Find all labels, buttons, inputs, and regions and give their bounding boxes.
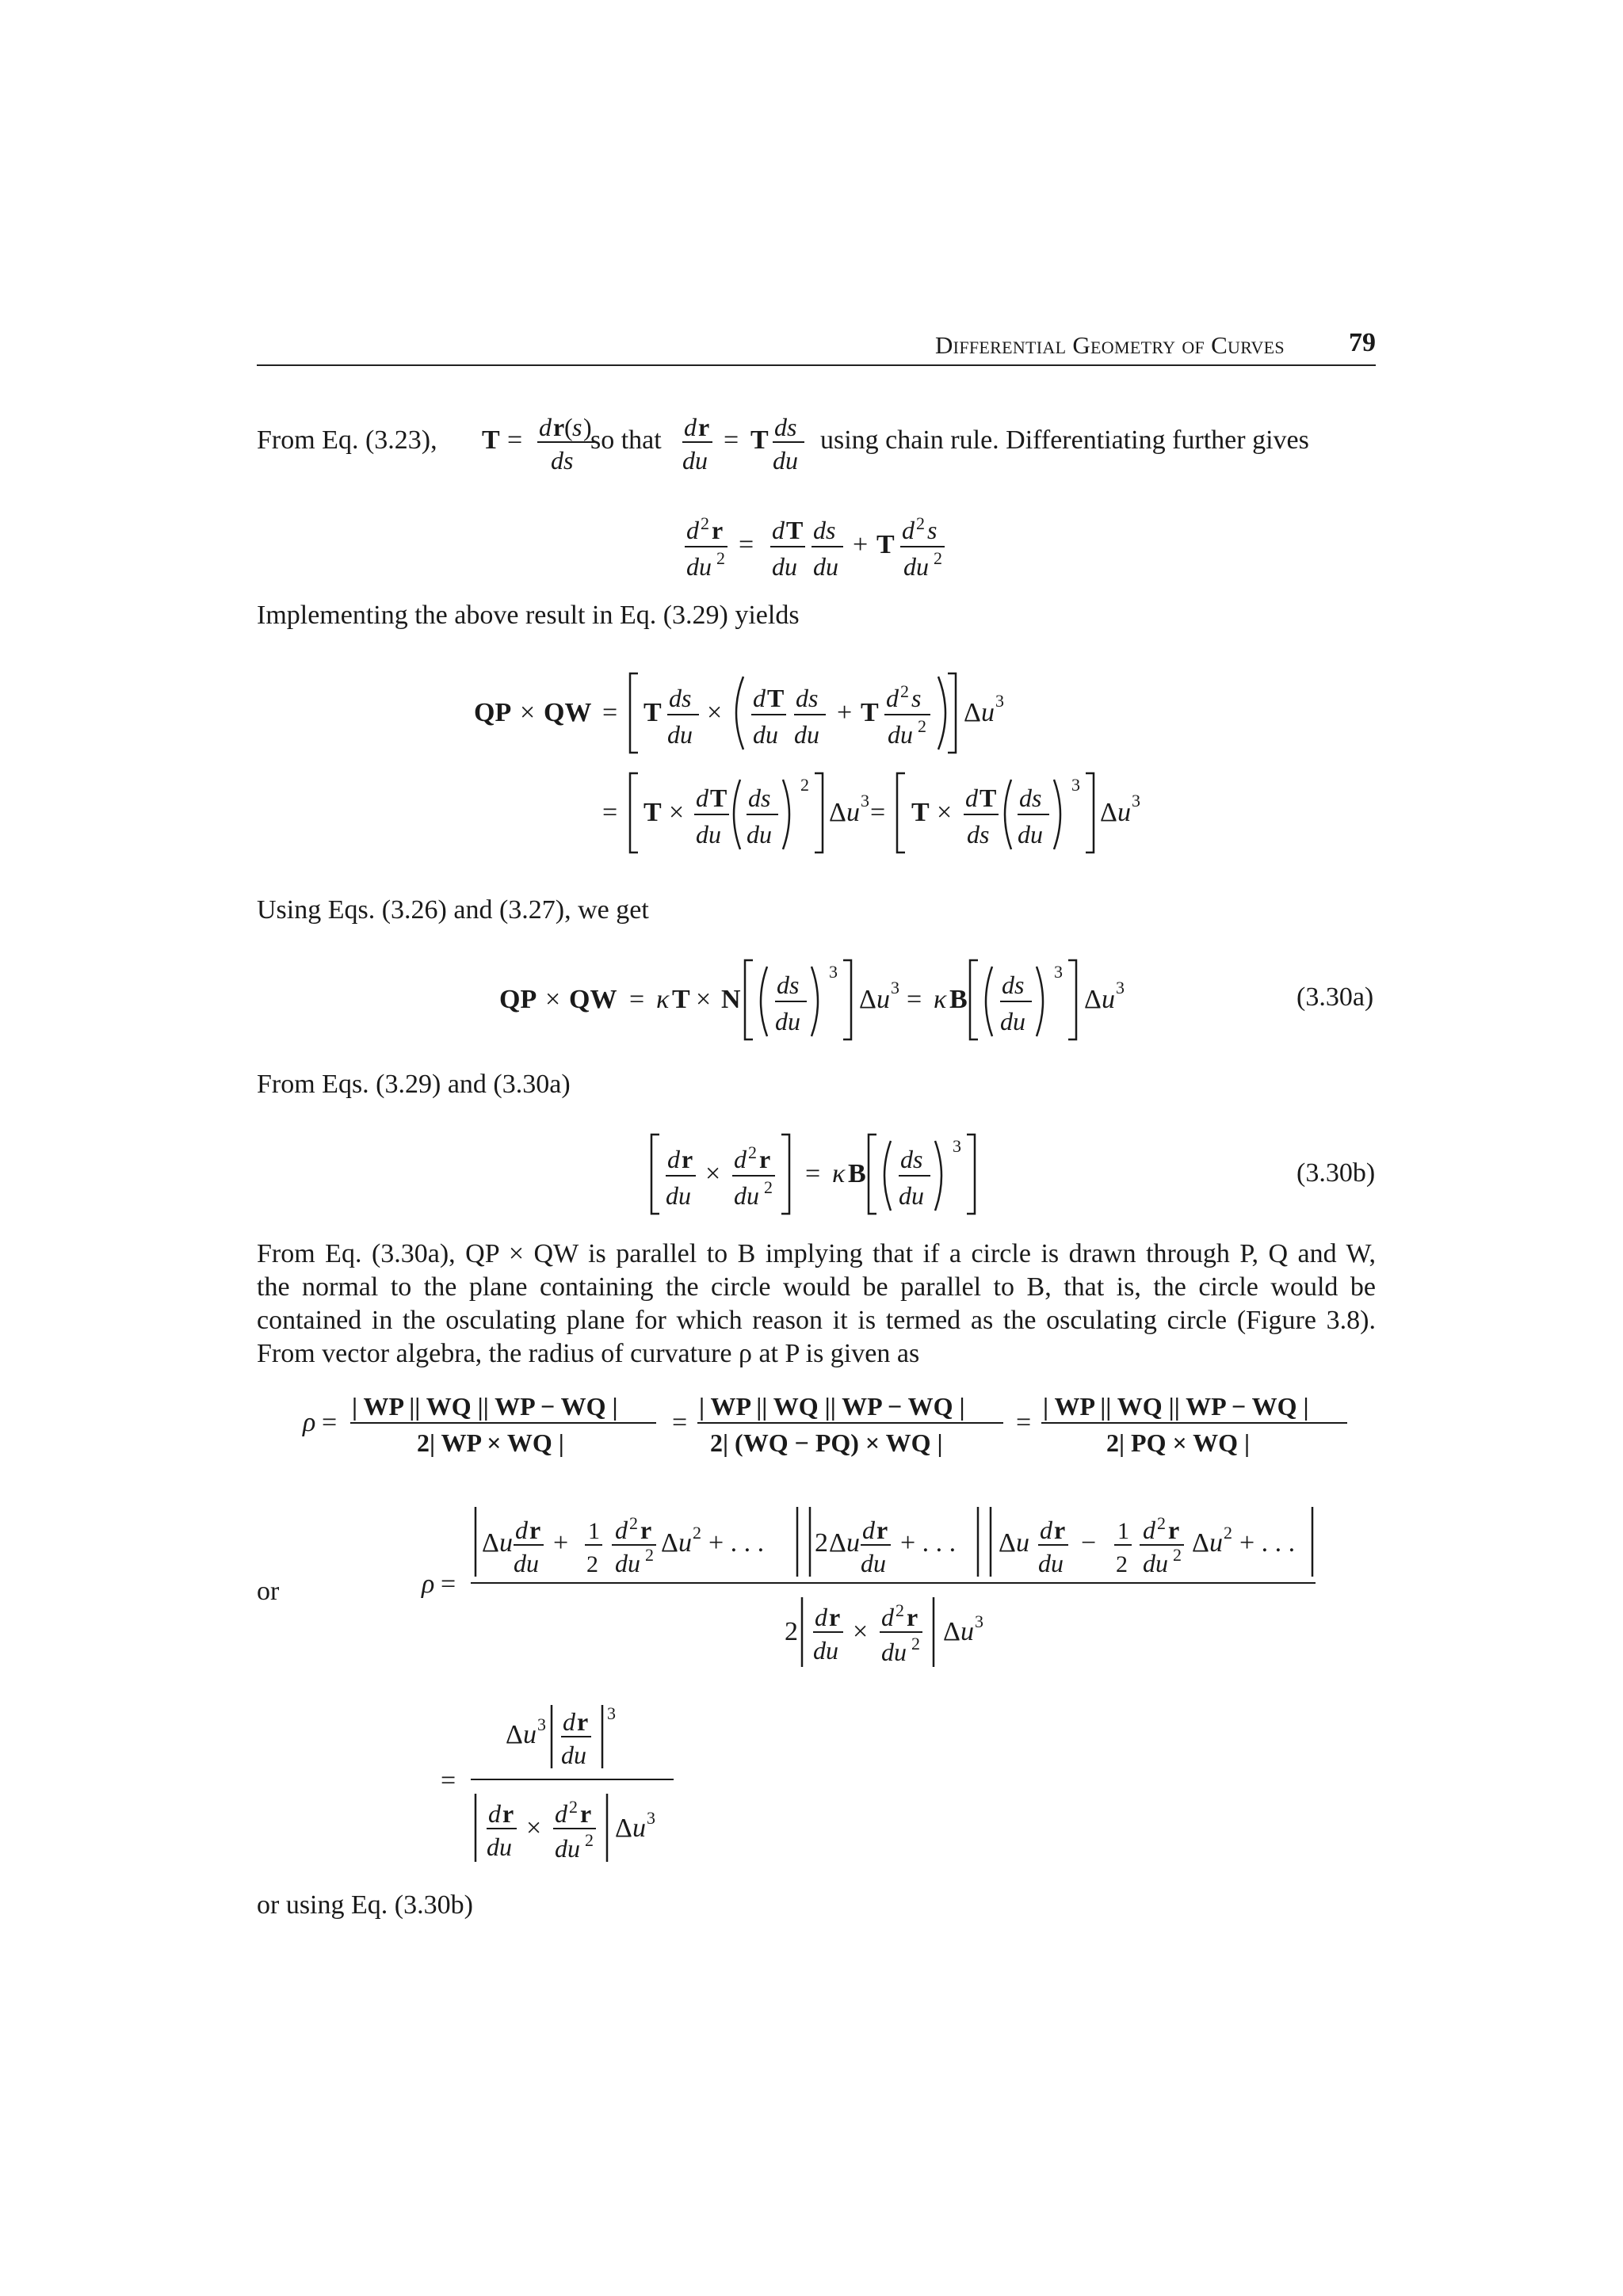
svg-text:du: du xyxy=(1143,1549,1168,1577)
svg-text:du: du xyxy=(615,1549,640,1577)
svg-text:u: u xyxy=(981,698,995,727)
svg-text:×: × xyxy=(696,985,712,1014)
svg-text:s: s xyxy=(572,413,582,441)
svg-text:=: = xyxy=(1016,1408,1032,1437)
svg-text:N: N xyxy=(721,985,741,1014)
equation-chain-rule xyxy=(678,404,820,483)
equation-rho-simplified xyxy=(436,1695,705,1870)
svg-text:du: du xyxy=(813,1636,838,1665)
svg-text:Δ: Δ xyxy=(943,1617,960,1646)
svg-text:2: 2 xyxy=(629,1513,638,1533)
using-eqs-text: Using Eqs. (3.26) and (3.27), we get xyxy=(257,895,649,925)
svg-text:du: du xyxy=(555,1834,580,1863)
svg-text:u: u xyxy=(523,1720,537,1749)
svg-text:2: 2 xyxy=(764,1177,773,1197)
svg-text:2: 2 xyxy=(911,1634,920,1653)
svg-text:2: 2 xyxy=(569,1797,578,1817)
svg-text:du: du xyxy=(794,720,819,749)
or-using-text: or using Eq. (3.30b) xyxy=(257,1890,473,1920)
svg-text:ds: ds xyxy=(967,820,990,849)
svg-text:+ . . .: + . . . xyxy=(900,1528,957,1558)
so-that-text: so that xyxy=(590,425,662,455)
svg-text:T: T xyxy=(876,530,895,559)
svg-text:du: du xyxy=(666,1181,691,1210)
svg-text:2: 2 xyxy=(815,1528,828,1558)
svg-text:×: × xyxy=(526,1814,542,1843)
svg-text:3: 3 xyxy=(953,1136,961,1156)
svg-text:2: 2 xyxy=(900,681,909,701)
svg-text:u: u xyxy=(846,1528,860,1558)
svg-text:3: 3 xyxy=(537,1714,546,1734)
svg-text:+ . . .: + . . . xyxy=(708,1528,765,1558)
svg-text:T: T xyxy=(643,698,662,727)
svg-text:3: 3 xyxy=(607,1703,616,1723)
svg-text:T: T xyxy=(710,784,727,812)
svg-text:u: u xyxy=(876,985,890,1014)
svg-text:ds: ds xyxy=(669,684,692,712)
paragraph-line-1: From Eq. (3.30a), QP × QW is parallel to B implying that if a circle is drawn through P, Q and W, xyxy=(257,1239,1376,1268)
svg-text:r: r xyxy=(829,1603,841,1631)
svg-text:du: du xyxy=(514,1549,539,1577)
svg-text:T: T xyxy=(911,798,930,827)
svg-text:du: du xyxy=(686,552,712,581)
svg-text:d: d xyxy=(1040,1516,1052,1544)
osculating-paragraph xyxy=(257,1238,1376,1371)
equation-number-3-30a: (3.30a) xyxy=(1296,982,1374,1012)
svg-text:3: 3 xyxy=(891,978,899,997)
svg-text:Δ: Δ xyxy=(859,985,876,1014)
equation-number-3-30b: (3.30b) xyxy=(1296,1158,1376,1188)
svg-text:d: d xyxy=(862,1516,875,1544)
svg-text:ds: ds xyxy=(774,413,797,441)
svg-text:κ: κ xyxy=(934,985,947,1014)
svg-text:=: = xyxy=(602,798,618,827)
svg-text:=: = xyxy=(322,1408,338,1437)
svg-text:du: du xyxy=(772,552,797,581)
svg-text:Δ: Δ xyxy=(964,698,981,727)
paragraph-line-4: From vector algebra, the radius of curvature ρ at P is given as xyxy=(257,1339,920,1368)
svg-text:=: = xyxy=(672,1408,688,1437)
svg-text:d: d xyxy=(515,1516,528,1544)
svg-text:2: 2 xyxy=(916,513,925,533)
svg-text:Δ: Δ xyxy=(615,1814,632,1843)
svg-text:du: du xyxy=(1000,1007,1025,1035)
svg-text:2: 2 xyxy=(586,1551,598,1577)
svg-text:2: 2 xyxy=(1116,1551,1128,1577)
svg-text:+: + xyxy=(553,1528,569,1558)
svg-text:+ . . .: + . . . xyxy=(1239,1528,1296,1558)
paragraph-line-3: contained in the osculating plane for which reason it is termed as the osculating circle (Figure 3.8). xyxy=(257,1306,1376,1335)
svg-text:Δ: Δ xyxy=(999,1528,1016,1558)
svg-text:3: 3 xyxy=(1132,791,1140,810)
svg-text:ds: ds xyxy=(748,784,771,812)
svg-text:d: d xyxy=(686,516,699,544)
svg-text:×: × xyxy=(520,698,536,727)
svg-text:Δ: Δ xyxy=(506,1720,523,1749)
svg-text:d: d xyxy=(615,1516,628,1544)
svg-text:=: = xyxy=(441,1766,456,1795)
svg-text:2: 2 xyxy=(896,1600,904,1620)
svg-text:s: s xyxy=(911,684,922,712)
svg-text:r: r xyxy=(698,413,710,441)
svg-text:2| (WQ − PQ) × WQ |: 2| (WQ − PQ) × WQ | xyxy=(710,1428,943,1457)
svg-text:r: r xyxy=(553,413,565,441)
svg-text:u: u xyxy=(1102,985,1115,1014)
svg-text:| WP || WQ || WP − WQ |: | WP || WQ || WP − WQ | xyxy=(1043,1392,1309,1421)
svg-text:): ) xyxy=(583,413,592,441)
svg-text:d: d xyxy=(734,1145,747,1173)
svg-text:d: d xyxy=(684,413,697,441)
svg-text:T: T xyxy=(861,698,879,727)
svg-text:×: × xyxy=(705,1159,721,1188)
equation-3-30b xyxy=(648,1125,997,1228)
svg-text:Δ: Δ xyxy=(1084,985,1102,1014)
svg-text:QW: QW xyxy=(569,985,617,1014)
svg-text:r: r xyxy=(1168,1516,1180,1544)
svg-text:ds: ds xyxy=(551,446,574,475)
svg-text:B: B xyxy=(848,1159,866,1188)
svg-text:T: T xyxy=(672,985,690,1014)
svg-text:du: du xyxy=(682,446,708,475)
svg-text:2: 2 xyxy=(918,716,926,736)
svg-text:ds: ds xyxy=(1002,971,1025,999)
svg-text:=: = xyxy=(507,425,523,455)
svg-text:r: r xyxy=(682,1145,693,1173)
svg-text:=: = xyxy=(870,798,886,827)
svg-text:×: × xyxy=(853,1617,869,1646)
svg-text:Δ: Δ xyxy=(829,798,846,827)
svg-text:u: u xyxy=(1117,798,1131,827)
svg-text:Δ: Δ xyxy=(829,1528,846,1558)
svg-text:du: du xyxy=(775,1007,800,1035)
svg-text:QP: QP xyxy=(499,985,537,1014)
svg-text:du: du xyxy=(696,820,721,849)
svg-text:3: 3 xyxy=(1054,962,1063,982)
svg-text:2: 2 xyxy=(748,1142,757,1162)
svg-text:3: 3 xyxy=(861,791,869,810)
svg-text:s: s xyxy=(927,516,938,544)
svg-text:d: d xyxy=(772,516,785,544)
svg-text:du: du xyxy=(881,1638,907,1666)
svg-text:du: du xyxy=(1018,820,1043,849)
svg-text:T: T xyxy=(767,684,785,712)
page-number: 79 xyxy=(1349,328,1376,357)
intro-text: From Eq. (3.23), xyxy=(257,425,437,455)
svg-text:ρ: ρ xyxy=(303,1408,316,1437)
svg-text:d: d xyxy=(539,413,552,441)
svg-text:u: u xyxy=(632,1814,646,1843)
svg-text:=: = xyxy=(602,698,618,727)
svg-text:(: ( xyxy=(564,413,573,441)
svg-text:d: d xyxy=(815,1603,827,1631)
equation-qp-cross-qw xyxy=(468,664,1181,870)
svg-text:d: d xyxy=(667,1145,680,1173)
svg-text:d: d xyxy=(886,684,899,712)
svg-text:+: + xyxy=(837,698,853,727)
svg-text:3: 3 xyxy=(1116,978,1125,997)
svg-text:×: × xyxy=(669,798,685,827)
svg-text:r: r xyxy=(1054,1516,1066,1544)
svg-text:du: du xyxy=(888,720,913,749)
svg-text:du: du xyxy=(753,720,778,749)
svg-text:ρ: ρ xyxy=(422,1569,435,1599)
svg-text:du: du xyxy=(561,1741,586,1769)
svg-text:r: r xyxy=(759,1145,771,1173)
svg-text:×: × xyxy=(937,798,953,827)
svg-text:d: d xyxy=(965,784,978,812)
svg-text:du: du xyxy=(487,1833,512,1861)
chain-rule-text: using chain rule. Differentiating further gives xyxy=(820,425,1309,455)
svg-text:T: T xyxy=(750,425,769,455)
svg-text:| WP || WQ || WP − WQ |: | WP || WQ || WP − WQ | xyxy=(352,1392,618,1421)
svg-text:T: T xyxy=(482,425,500,455)
svg-text:1: 1 xyxy=(588,1518,600,1544)
svg-text:du: du xyxy=(667,720,693,749)
svg-text:u: u xyxy=(1016,1528,1029,1558)
svg-text:d: d xyxy=(1143,1516,1155,1544)
equation-radius-of-curvature xyxy=(298,1385,1360,1464)
svg-text:1: 1 xyxy=(1117,1518,1129,1544)
running-head xyxy=(935,331,1285,360)
svg-text:d: d xyxy=(881,1603,894,1631)
svg-text:d: d xyxy=(488,1799,501,1828)
svg-text:Δ: Δ xyxy=(1100,798,1117,827)
svg-text:QW: QW xyxy=(544,698,592,727)
svg-text:ds: ds xyxy=(777,971,800,999)
svg-text:T: T xyxy=(980,784,997,812)
svg-text:2: 2 xyxy=(1224,1523,1232,1543)
svg-text:3: 3 xyxy=(995,691,1004,711)
svg-text:2: 2 xyxy=(693,1523,701,1543)
svg-text:Δ: Δ xyxy=(482,1528,499,1558)
svg-text:ds: ds xyxy=(813,516,836,544)
svg-text:r: r xyxy=(907,1603,918,1631)
svg-text:du: du xyxy=(734,1181,759,1210)
svg-text:QP: QP xyxy=(474,698,512,727)
svg-text:u: u xyxy=(1209,1528,1223,1558)
implementing-text: Implementing the above result in Eq. (3.29) yields xyxy=(257,601,800,630)
svg-text:u: u xyxy=(960,1617,974,1646)
svg-text:d: d xyxy=(696,784,708,812)
svg-text:2| WP × WQ |: 2| WP × WQ | xyxy=(417,1428,564,1457)
svg-text:u: u xyxy=(678,1528,692,1558)
svg-text:r: r xyxy=(712,516,724,544)
svg-text:d: d xyxy=(753,684,766,712)
svg-text:du: du xyxy=(903,552,929,581)
equation-3-30a xyxy=(498,951,1179,1054)
svg-text:Δ: Δ xyxy=(661,1528,678,1558)
svg-text:ds: ds xyxy=(900,1145,923,1173)
svg-text:T: T xyxy=(643,798,662,827)
svg-text:2: 2 xyxy=(800,775,809,795)
svg-text:du: du xyxy=(861,1549,886,1577)
svg-text:=: = xyxy=(629,985,645,1014)
header-rule xyxy=(257,364,1376,366)
svg-text:=: = xyxy=(724,425,739,455)
svg-text:−: − xyxy=(1081,1528,1097,1558)
running-title: Differential Geometry of Curves xyxy=(935,331,1285,359)
svg-text:d: d xyxy=(555,1799,567,1828)
from-eqs-text: From Eqs. (3.29) and (3.30a) xyxy=(257,1070,571,1099)
svg-text:d: d xyxy=(563,1707,575,1736)
svg-text:du: du xyxy=(899,1181,924,1210)
svg-text:r: r xyxy=(580,1799,592,1828)
svg-text:B: B xyxy=(949,985,968,1014)
svg-text:2: 2 xyxy=(645,1545,654,1565)
svg-text:du: du xyxy=(747,820,772,849)
svg-text:u: u xyxy=(846,798,860,827)
svg-text:2| PQ × WQ |: 2| PQ × WQ | xyxy=(1106,1428,1251,1457)
svg-text:r: r xyxy=(502,1799,514,1828)
svg-text:r: r xyxy=(529,1516,541,1544)
svg-text:κ: κ xyxy=(832,1159,846,1188)
svg-text:du: du xyxy=(1038,1549,1064,1577)
svg-text:3: 3 xyxy=(829,962,838,982)
svg-text:×: × xyxy=(707,698,723,727)
svg-text:ds: ds xyxy=(796,684,819,712)
svg-text:3: 3 xyxy=(975,1611,983,1631)
svg-text:r: r xyxy=(577,1707,589,1736)
svg-text:du: du xyxy=(813,552,838,581)
svg-text:Δ: Δ xyxy=(1192,1528,1209,1558)
equation-second-derivative xyxy=(682,507,967,586)
svg-text:+: + xyxy=(853,530,869,559)
svg-text:2: 2 xyxy=(934,548,942,568)
equation-rho-expansion xyxy=(418,1497,1322,1688)
svg-text:2: 2 xyxy=(1173,1545,1182,1565)
svg-text:=: = xyxy=(441,1569,456,1599)
svg-text:2: 2 xyxy=(785,1617,798,1646)
svg-text:2: 2 xyxy=(716,548,725,568)
paragraph-line-2: the normal to the plane containing the circle would be parallel to B, that is, the circle would be xyxy=(257,1272,1376,1302)
svg-text:T: T xyxy=(786,516,804,544)
svg-text:u: u xyxy=(499,1528,513,1558)
svg-text:=: = xyxy=(739,530,754,559)
svg-text:=: = xyxy=(805,1159,821,1188)
svg-text:3: 3 xyxy=(647,1808,655,1828)
or-label: or xyxy=(257,1577,280,1606)
svg-text:| WP || WQ || WP − WQ |: | WP || WQ || WP − WQ | xyxy=(699,1392,965,1421)
svg-text:r: r xyxy=(640,1516,652,1544)
svg-text:2: 2 xyxy=(701,513,709,533)
svg-text:×: × xyxy=(545,985,561,1014)
svg-text:2: 2 xyxy=(1157,1513,1166,1533)
svg-text:2: 2 xyxy=(585,1830,594,1850)
svg-text:3: 3 xyxy=(1071,775,1080,795)
svg-text:=: = xyxy=(907,985,922,1014)
svg-text:κ: κ xyxy=(656,985,670,1014)
svg-text:ds: ds xyxy=(1019,784,1042,812)
svg-text:du: du xyxy=(773,446,798,475)
svg-text:d: d xyxy=(902,516,915,544)
svg-text:r: r xyxy=(876,1516,888,1544)
